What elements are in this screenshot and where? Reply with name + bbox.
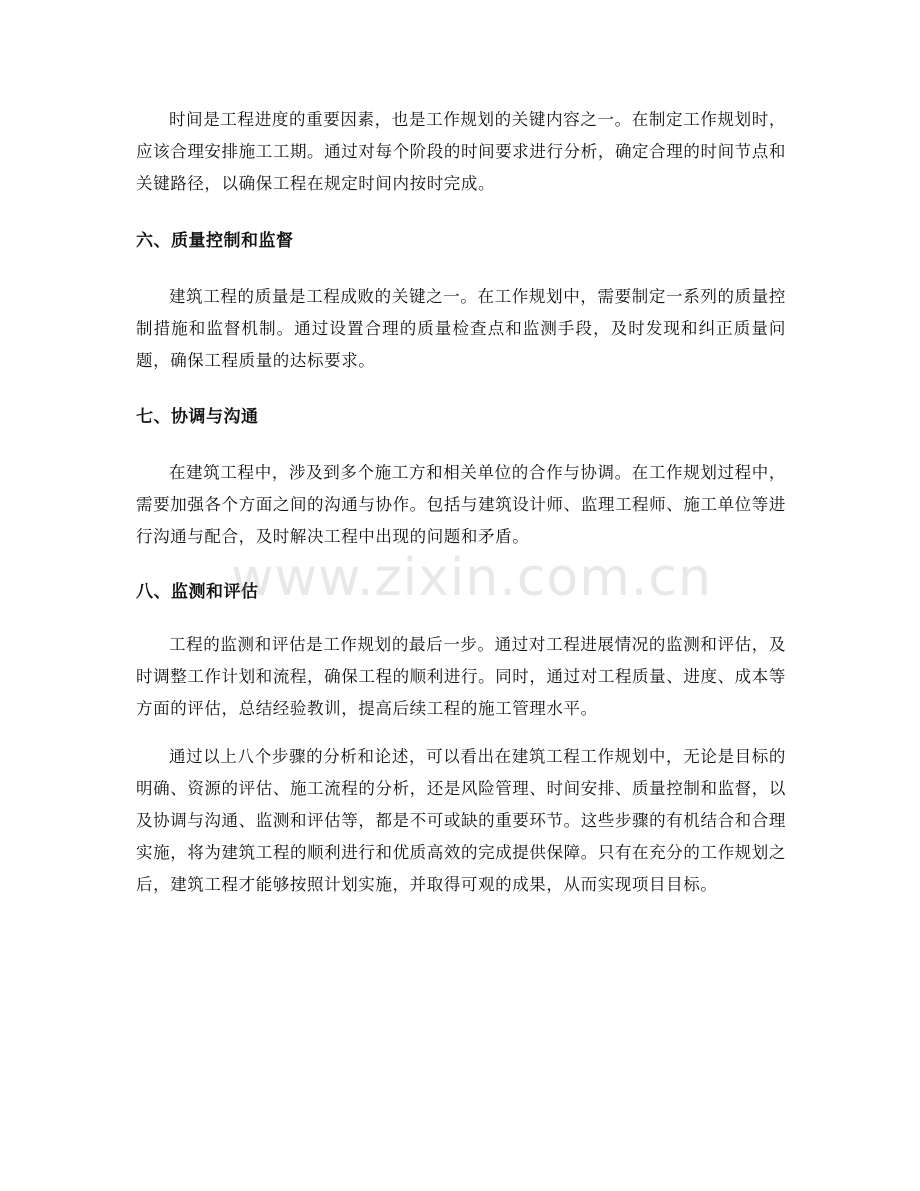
paragraph-time-schedule: 时间是工程进度的重要因素，也是工作规划的关键内容之一。在制定工作规划时，应该合理安排施工工期。通过对每个阶段的时间要求进行分析，确定合理的时间节点和关键路径，以确保工程在规定时间内按时完成。 <box>136 110 786 193</box>
paragraph-quality-control: 建筑工程的质量是工程成败的关键之一。在工作规划中，需要制定一系列的质量控制措施和监督机制。通过设置合理的质量检查点和监测手段，及时发现和纠正质量问题，确保工程质量的达标要求。 <box>136 287 786 370</box>
paragraph-monitoring: 工程的监测和评估是工作规划的最后一步。通过对工程进展情况的监测和评估，及时调整工作计划和流程，确保工程的顺利进行。同时，通过对工程质量、进度、成本等方面的评估，总结经验教训，提高后续工程的施工管理水平。 <box>136 635 786 718</box>
heading-quality-control: 六、质量控制和监督 <box>136 231 294 251</box>
paragraph-coordination: 在建筑工程中，涉及到多个施工方和相关单位的合作与协调。在工作规划过程中，需要加强各个方面之间的沟通与协作。包括与建筑设计师、监理工程师、施工单位等进行沟通与配合，及时解决工程中出现的问题和矛盾。 <box>136 463 786 546</box>
watermark-text: www.zixin.com.cn <box>231 548 712 608</box>
paragraph-conclusion: 通过以上八个步骤的分析和论述，可以看出在建筑工程工作规划中，无论是目标的明确、资源的评估、施工流程的分析，还是风险管理、时间安排、质量控制和监督，以及协调与沟通、监测和评估等，都是不可或缺的重要环节。这些步骤的有机结合和合理实施，将为建筑工程的顺利进行和优质高效的完成提供保障。只有在充分的工作规划之后，建筑工程才能够按照计划实施，并取得可观的成果，从而实现项目目标。 <box>136 747 786 894</box>
heading-coordination: 七、协调与沟通 <box>136 407 259 427</box>
heading-monitoring: 八、监测和评估 <box>136 582 259 602</box>
